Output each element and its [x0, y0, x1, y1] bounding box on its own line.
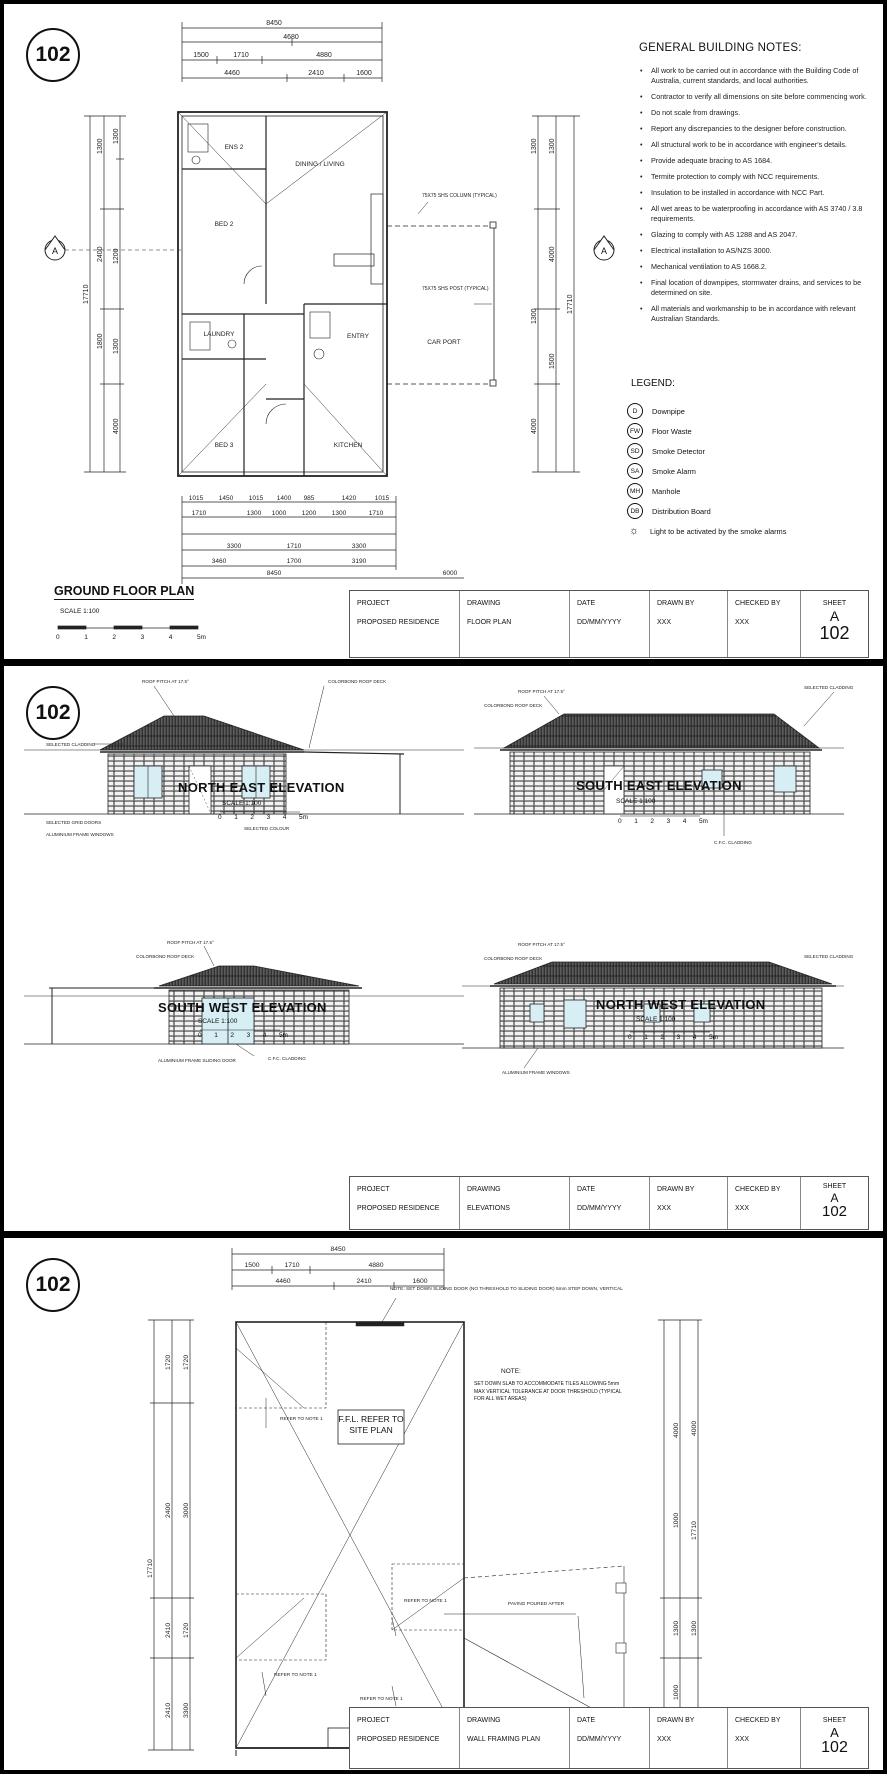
scale-ticks — [628, 1034, 718, 1041]
scale-tick: 3 — [666, 818, 671, 825]
scale-tick: 3 — [676, 1034, 681, 1041]
legend-list — [627, 401, 867, 541]
dim-bottom: 1015 — [374, 495, 390, 502]
tb-label: DATE — [577, 600, 596, 607]
dim-left: 4000 — [113, 418, 120, 434]
legend-symbol-icon: DB — [627, 503, 643, 519]
tb-label: SHEET — [822, 600, 847, 607]
dim-right: 17710 — [567, 294, 574, 314]
tb-sheet-number: 102 — [821, 1203, 848, 1220]
building-plan — [178, 112, 387, 476]
legend-symbol-icon: FW — [627, 423, 643, 439]
note-item: • Contractor to verify all dimensions on site before commencing work. — [651, 92, 869, 102]
door-note: NOTE: SET DOWN SLIDING DOOR (NO THRESHOLD TO SLIDING DOOR) 5mm STEP DOWN, VERTICAL — [390, 1287, 623, 1292]
dim-left: 3000 — [183, 1502, 190, 1518]
room-label: ENTRY — [347, 333, 369, 340]
scale-label: SCALE 1:100 — [636, 1016, 676, 1023]
annot: SELECTED GRID DOORS — [46, 820, 102, 825]
dim-bottom: 1400 — [276, 495, 292, 502]
dim-right: 1300 — [531, 308, 538, 324]
dim-top: 4880 — [316, 52, 332, 59]
carport — [387, 202, 496, 386]
dim-left: 1720 — [183, 1622, 190, 1638]
tb-value: WALL FRAMING PLAN — [467, 1736, 540, 1743]
scale-tick: 2 — [112, 634, 116, 641]
scale-tick: 4 — [168, 634, 173, 641]
note-item: • Termite protection to comply with NCC requirements. — [651, 172, 869, 182]
scale-tick: 1 — [84, 634, 88, 641]
scale-tick: 0 — [198, 1032, 202, 1039]
tb-value: XXX — [657, 619, 672, 626]
left-dimensions — [148, 1320, 194, 1750]
tb-project — [350, 1177, 460, 1229]
tb-label: DRAWN BY — [657, 1717, 695, 1724]
tb-sheet — [801, 1177, 868, 1229]
refer-note: REFER TO NOTE 1 — [274, 1673, 317, 1678]
scale-ticks — [198, 1032, 288, 1039]
scale-tick: 0 — [218, 814, 222, 821]
tb-project — [350, 1708, 460, 1768]
tb-project — [350, 591, 460, 657]
framing-outline — [236, 1322, 464, 1756]
note-item: • Mechanical ventilation to AS 1668.2. — [651, 262, 869, 272]
dim-left: 3300 — [183, 1702, 190, 1718]
dim-right: 1300 — [691, 1620, 698, 1636]
room-label: KITCHEN — [333, 442, 363, 449]
scale-tick: 1 — [634, 818, 638, 825]
leaders — [262, 1298, 396, 1706]
scale-tick: 5m — [278, 1032, 288, 1039]
section-label: A — [600, 246, 608, 256]
dim-top: 4460 — [224, 70, 240, 77]
tb-sheet — [801, 591, 868, 657]
room-label: ENS 2 — [224, 144, 244, 151]
tb-value: DD/MM/YYYY — [577, 1205, 622, 1212]
annot: SELECTED COLOUR — [244, 826, 290, 831]
annot: SELECTED CLADDING — [46, 742, 96, 747]
sheet-number: 102 — [35, 1273, 71, 1296]
column-tag: 75X75 SHS COLUMN (TYPICAL) — [422, 193, 497, 199]
dim-carport: 6000 — [442, 570, 458, 577]
legend-item — [627, 401, 867, 421]
scale-ticks — [56, 634, 206, 641]
note-title: NOTE: — [501, 1368, 521, 1375]
annot: ALUMINIUM FRAME WINDOWS — [502, 1070, 570, 1075]
scale-tick: 4 — [262, 1032, 267, 1039]
refer-note: REFER TO NOTE 1 — [280, 1417, 323, 1422]
dim-right: 4000 — [531, 418, 538, 434]
dim-top: 4460 — [275, 1278, 291, 1285]
legend-symbol-icon: ☼ — [628, 525, 640, 537]
tb-value: PROPOSED RESIDENCE — [357, 619, 440, 626]
floor-plan-sheet — [4, 4, 883, 659]
tb-value: XXX — [657, 1736, 672, 1743]
tb-label: CHECKED BY — [735, 1717, 781, 1724]
dim-left: 2400 — [97, 246, 104, 262]
tb-drawn — [650, 591, 728, 657]
room-label: LAUNDRY — [203, 331, 235, 338]
tb-date — [570, 1708, 650, 1768]
post-tag: 75X75 SHS POST (TYPICAL) — [422, 286, 489, 292]
note-item: • All materials and workmanship to be in accordance with relevant Australian Standards. — [651, 304, 869, 324]
tb-sheet-number: 102 — [821, 1739, 848, 1756]
elevations-sheet — [4, 666, 883, 1231]
note-item: • All work to be carried out in accordance with the Building Code of Australia, current standards, and local authorities. — [651, 66, 869, 86]
dim-left: 2410 — [165, 1702, 172, 1718]
annot: SELECTED CLADDING — [804, 685, 854, 690]
notes-title: GENERAL BUILDING NOTES: — [639, 42, 802, 54]
scale-tick: 4 — [682, 818, 687, 825]
annot: ROOF PITCH AT 17.5° — [518, 689, 565, 694]
tb-label: DATE — [577, 1186, 596, 1193]
legend-symbol-icon: SA — [627, 463, 643, 479]
note-item: • Electrical installation to AS/NZS 3000. — [651, 246, 869, 256]
paving-note: PAVING POURED AFTER — [508, 1602, 565, 1607]
title-block — [349, 1707, 869, 1769]
dim-bottom: 985 — [303, 495, 315, 502]
dim-bottom: 1420 — [341, 495, 357, 502]
dim-bottom: 1200 — [301, 510, 317, 517]
dim-bottom: 1700 — [286, 558, 302, 565]
dim-left: 1300 — [113, 128, 120, 144]
tb-drawing — [460, 1708, 570, 1768]
dim-top: 1500 — [193, 52, 209, 59]
scale-label: SCALE 1:100 — [616, 798, 656, 805]
annot: ALUMINIUM FRAME WINDOWS — [46, 832, 114, 837]
tb-sheet-number: 102 — [819, 623, 850, 643]
note-item: • All structural work to be in accordance with engineer's details. — [651, 140, 869, 150]
tb-label: DRAWING — [467, 600, 501, 607]
elevations-drawing — [4, 666, 883, 1231]
scale-tick: 5m — [196, 634, 206, 641]
title-north-east: NORTH EAST ELEVATION — [178, 780, 345, 795]
note-item: • Provide adequate bracing to AS 1684. — [651, 156, 869, 166]
tb-label: PROJECT — [357, 600, 390, 607]
tb-label: CHECKED BY — [735, 600, 781, 607]
tb-label: DRAWN BY — [657, 1186, 695, 1193]
dim-bottom: 1710 — [286, 543, 302, 550]
scale-label: SCALE 1:100 — [222, 800, 262, 807]
scale-tick: 2 — [660, 1034, 664, 1041]
scale-tick: 2 — [230, 1032, 234, 1039]
dim-bottom: 3460 — [211, 558, 227, 565]
dim-bottom: 1450 — [218, 495, 234, 502]
legend-symbol-icon: SD — [627, 443, 643, 459]
dim-left: 1720 — [165, 1354, 172, 1370]
refer-note: REFER TO NOTE 1 — [360, 1697, 403, 1702]
scale-label: SCALE 1:100 — [198, 1018, 238, 1025]
tb-date — [570, 591, 650, 657]
scale-bar — [58, 626, 198, 629]
plan-title: GROUND FLOOR PLAN — [54, 584, 195, 598]
dim-left: 17710 — [83, 284, 90, 304]
tb-sheet — [801, 1708, 868, 1768]
dim-top: 2410 — [308, 70, 324, 77]
note-item: • Report any discrepancies to the designer before construction. — [651, 124, 869, 134]
dim-bottom: 1015 — [188, 495, 204, 502]
annot: COLORBOND ROOF DECK — [328, 679, 387, 684]
legend-label: Downpipe — [652, 406, 685, 416]
note-item: • All wet areas to be waterproofing in accordance with AS 3740 / 3.8 requirements. — [651, 204, 869, 224]
legend-item — [627, 441, 867, 461]
annot: COLORBOND ROOF DECK — [484, 956, 543, 961]
scale-tick: 3 — [246, 1032, 251, 1039]
bottom-dimensions — [182, 496, 464, 584]
title-south-west: SOUTH WEST ELEVATION — [158, 1000, 327, 1015]
tb-label: CHECKED BY — [735, 1186, 781, 1193]
scale-tick: 2 — [650, 818, 654, 825]
dim-right: 1500 — [549, 353, 556, 369]
tb-drawing — [460, 1177, 570, 1229]
dim-top: 1710 — [233, 52, 249, 59]
sheet-number: 102 — [35, 701, 71, 724]
scale-tick: 0 — [618, 818, 622, 825]
legend-item — [627, 521, 867, 541]
dim-top: 1600 — [412, 1278, 428, 1285]
tb-value: DD/MM/YYYY — [577, 1736, 622, 1743]
ffl-label: F.F.L. REFER TO SITE PLAN — [338, 1414, 404, 1435]
annot: ROOF PITCH AT 17.5° — [142, 679, 189, 684]
tb-sheet-rev: A — [829, 608, 840, 624]
tb-date — [570, 1177, 650, 1229]
legend-symbol-icon: MH — [627, 483, 643, 499]
dim-bottom: 8450 — [266, 570, 282, 577]
annot: COLORBOND ROOF DECK — [136, 954, 195, 959]
refer-note: REFER TO NOTE 1 — [404, 1599, 447, 1604]
room-label: BED 3 — [214, 442, 234, 449]
tb-sheet-rev: A — [830, 1725, 839, 1740]
annot: C.F.C. CLADDING — [714, 840, 752, 845]
dim-overall-top: 8450 — [266, 20, 282, 27]
dim-left: 1300 — [113, 338, 120, 354]
room-label: CAR PORT — [427, 339, 461, 346]
annot: ROOF PITCH AT 17.5° — [518, 942, 565, 947]
elevation-south-east — [474, 692, 844, 836]
tb-label: DRAWING — [467, 1717, 501, 1724]
annot: ALUMINIUM FRAME SLIDING DOOR — [158, 1058, 236, 1063]
legend-label: Floor Waste — [652, 426, 692, 436]
tb-label: PROJECT — [357, 1717, 390, 1724]
note-text: SET DOWN SLAB TO ACCOMMODATE TILES ALLOWING 5mm MAX VERTICAL TOLERANCE AT DOOR THRESHOLD (TYPICAL FOR ALL WET AREAS) — [474, 1381, 622, 1402]
section-label: A — [51, 246, 59, 256]
tb-drawn — [650, 1708, 728, 1768]
tb-value: XXX — [735, 1736, 750, 1743]
dim-left: 1200 — [113, 248, 120, 264]
legend-symbol-icon: D — [627, 403, 643, 419]
tb-drawing — [460, 591, 570, 657]
dim-left: 1300 — [97, 138, 104, 154]
tb-value: XXX — [657, 1205, 672, 1212]
dim-right: 1300 — [549, 138, 556, 154]
dim-right: 1300 — [673, 1620, 680, 1636]
scale-tick: 0 — [628, 1034, 632, 1041]
dim-bottom: 3190 — [351, 558, 367, 565]
right-dimensions — [532, 116, 580, 472]
tb-checked — [728, 1177, 801, 1229]
scale-tick: 5m — [698, 818, 708, 825]
legend-item — [627, 421, 867, 441]
title-north-west: NORTH WEST ELEVATION — [596, 997, 766, 1012]
tb-label: SHEET — [822, 1717, 847, 1724]
dim-right: 1000 — [673, 1684, 680, 1700]
scale-tick: 5m — [708, 1034, 718, 1041]
tb-label: DRAWING — [467, 1186, 501, 1193]
note-item: • Glazing to comply with AS 1288 and AS 2047. — [651, 230, 869, 240]
dim-top: 4880 — [368, 1262, 384, 1269]
scale-ticks — [618, 818, 708, 825]
tb-value: XXX — [735, 1205, 750, 1212]
room-label: DINING / LIVING — [295, 161, 345, 168]
legend-item — [627, 481, 867, 501]
legend-title: LEGEND: — [631, 378, 675, 389]
tb-value: PROPOSED RESIDENCE — [357, 1736, 440, 1743]
tb-value: XXX — [735, 619, 750, 626]
notes-list — [639, 66, 869, 324]
scale-tick: 1 — [214, 1032, 218, 1039]
legend-label: Smoke Detector — [652, 446, 705, 456]
legend-label: Manhole — [652, 486, 681, 496]
room-label: BED 2 — [214, 221, 234, 228]
dim-bottom: 1015 — [248, 495, 264, 502]
tb-label: PROJECT — [357, 1186, 390, 1193]
title-south-east: SOUTH EAST ELEVATION — [576, 778, 742, 793]
scale-tick: 3 — [266, 814, 271, 821]
title-block — [349, 1176, 869, 1230]
dim-left-overall: 17710 — [147, 1559, 154, 1578]
dim-left: 1720 — [183, 1354, 190, 1370]
dim-bottom: 1710 — [368, 510, 384, 517]
legend-item — [627, 461, 867, 481]
legend-item — [627, 501, 867, 521]
dim-top: 2410 — [356, 1278, 372, 1285]
sheet-number: 102 — [35, 43, 71, 66]
dim-top: 1600 — [356, 70, 372, 77]
dim-right: 4000 — [673, 1422, 680, 1438]
bottom-dim-labels — [189, 495, 458, 577]
legend — [627, 378, 867, 541]
top-dimensions — [182, 22, 382, 82]
tb-value: PROPOSED RESIDENCE — [357, 1205, 440, 1212]
note-item: • Insulation to be installed in accordance with NCC Part. — [651, 188, 869, 198]
scale-ticks — [218, 814, 308, 821]
dim-left: 2410 — [165, 1622, 172, 1638]
tb-label: DRAWN BY — [657, 600, 695, 607]
annot: C.F.C. CLADDING — [268, 1056, 306, 1061]
note-item: • Do not scale from drawings. — [651, 108, 869, 118]
paving-area — [444, 1566, 626, 1726]
dim-bottom: 3300 — [226, 543, 242, 550]
general-notes — [639, 42, 869, 330]
scale-tick: 1 — [644, 1034, 648, 1041]
dim-top: 1500 — [244, 1262, 260, 1269]
elevation-north-west — [462, 962, 844, 1068]
framing-plan-sheet — [4, 1238, 883, 1770]
dim-top: 4680 — [283, 34, 299, 41]
dim-bottom: 1710 — [191, 510, 207, 517]
dim-bottom: 3300 — [351, 543, 367, 550]
tb-label: DATE — [577, 1717, 596, 1724]
dim-left: 1800 — [97, 333, 104, 349]
tb-sheet-rev: A — [830, 1191, 839, 1205]
annot: SELECTED CLADDING — [804, 954, 854, 959]
dim-right: 1000 — [673, 1512, 680, 1528]
annot: COLORBOND ROOF DECK — [484, 703, 543, 708]
tb-checked — [728, 1708, 801, 1768]
scale-tick: 2 — [250, 814, 254, 821]
scale-label: SCALE 1:100 — [60, 608, 100, 615]
scale-tick: 4 — [692, 1034, 697, 1041]
legend-label: Distribution Board — [652, 506, 711, 516]
scale-tick: 0 — [56, 634, 60, 641]
tb-value: FLOOR PLAN — [467, 619, 512, 626]
dim-bottom: 1000 — [271, 510, 287, 517]
legend-label: Light to be activated by the smoke alarms — [650, 526, 787, 536]
note-item: • Final location of downpipes, stormwater drains, and services to be determined on site. — [651, 278, 869, 298]
scale-tick: 3 — [140, 634, 145, 641]
title-block — [349, 590, 869, 658]
tb-value: ELEVATIONS — [467, 1205, 510, 1212]
tb-value: DD/MM/YYYY — [577, 619, 622, 626]
dim-right: 1300 — [531, 138, 538, 154]
dim-top: 8450 — [330, 1246, 346, 1253]
tb-label: SHEET — [822, 1183, 847, 1190]
dim-bottom: 1300 — [246, 510, 262, 517]
tb-drawn — [650, 1177, 728, 1229]
annot: ROOF PITCH AT 17.5° — [167, 940, 214, 945]
legend-label: Smoke Alarm — [652, 466, 696, 476]
dim-right: 4000 — [691, 1420, 698, 1436]
dim-right: 4000 — [549, 246, 556, 262]
scale-tick: 4 — [282, 814, 287, 821]
scale-tick: 5m — [298, 814, 308, 821]
dim-bottom: 1300 — [331, 510, 347, 517]
dim-right-overall: 17710 — [691, 1521, 698, 1540]
framing-plan-drawing — [4, 1238, 883, 1770]
dim-left: 2400 — [165, 1502, 172, 1518]
dim-top: 1710 — [284, 1262, 300, 1269]
tb-checked — [728, 591, 801, 657]
scale-tick: 1 — [234, 814, 238, 821]
